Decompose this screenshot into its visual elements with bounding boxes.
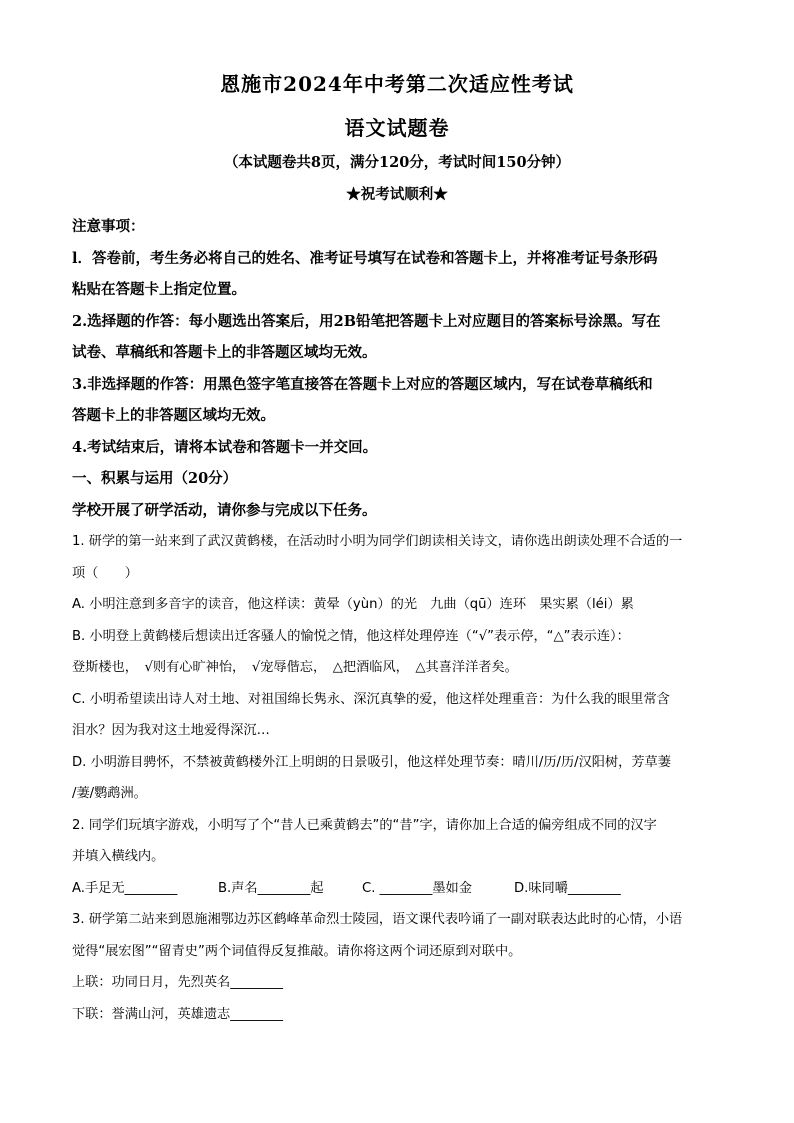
q1-option-c-cont: 泪水？因为我对这土地爱得深沉…	[72, 723, 270, 738]
exam-title: 恩施市2024年中考第二次适应性考试	[220, 72, 574, 96]
exam-info: （本试题卷共8页，满分120分，考试时间150分钟）	[223, 154, 571, 171]
q1-option-d: D. 小明游目骋怀，不禁被黄鹤楼外江上明朗的日景吸引，他这样处理节奏：晴川/历/历/汉阳树，芳草萋	[72, 754, 671, 770]
q1-option-b-cont: 登斯楼也， √则有心旷神怡， √宠辱偕忘， △把酒临风， △其喜洋洋者矣。	[72, 660, 518, 675]
notice-heading: 注意事项：	[72, 218, 145, 235]
q1-line: 项（ ）	[72, 565, 138, 581]
q1-line: 1. 研学的第一站来到了武汉黄鹤楼，在活动时小明为同学们朗读相关诗文，请你选出朗读处理不合适的一	[72, 534, 683, 549]
q3-line: 3. 研学第二站来到恩施湘鄂边苏区鹤峰革命烈士陵园，语文课代表吟诵了一副对联表达此时的心情，小语	[72, 912, 683, 927]
q2-line: 2. 同学们玩填字游戏，小明写了个“昔人已乘黄鹤去”的“昔”字，请你加上合适的偏旁组成不同的汉字	[72, 817, 657, 833]
notice-line: 3.非选择题的作答：用黑色签字笔直接答在答题卡上对应的答题区域内，写在试卷草稿纸和	[72, 375, 653, 393]
q2-option-c: C. ________墨如金	[362, 880, 472, 896]
notice-line: 4.考试结束后，请将本试卷和答题卡一并交回。	[72, 438, 378, 456]
q2-line: 并填入横线内。	[72, 849, 165, 864]
section-intro: 学校开展了研学活动，请你参与完成以下任务。	[72, 501, 377, 519]
section-heading: 一、积累与运用（20分）	[72, 470, 238, 487]
notice-line: 粘贴在答题卡上指定位置。	[72, 281, 246, 298]
q1-option-a: A. 小明注意到多音字的读音，他这样读：黄晕（yùn）的光 九曲（qū）连环 果实累（léi）累	[72, 597, 634, 612]
q1-option-b: B. 小明登上黄鹤楼后想读出迁客骚人的愉悦之情，他这样处理停连（“√”表示停，“△”表示连）：	[72, 628, 630, 644]
q1-option-d-cont: /萋/鹦鹉洲。	[72, 786, 147, 801]
q1-option-c: C. 小明希望读出诗人对土地、对祖国绵长隽永、深沉真挚的爱，他这样处理重音：为什么我的眼里常含	[72, 691, 670, 707]
q2-options	[72, 873, 724, 905]
wish-line: ★祝考试顺利★	[346, 186, 448, 203]
q2-option-d: D.味同嚼________	[514, 880, 621, 896]
q3-lower-couplet: 下联：誉满山河，英雄遗志________	[72, 1006, 283, 1022]
notice-line: 试卷、草稿纸和答题卡上的非答题区域均无效。	[72, 344, 377, 361]
q2-option-a: A.手足无________	[72, 880, 178, 896]
q3-line: 觉得“展宏图”“留青史”两个词值得反复推敲。请你将这两个词还原到对联中。	[72, 943, 522, 959]
q3-upper-couplet: 上联：功同日月，先烈英名________	[72, 975, 283, 990]
q2-option-b: B.声名________起	[218, 880, 324, 896]
notice-line: 答题卡上的非答题区域均无效。	[72, 407, 275, 424]
notice-line: l．答卷前，考生务必将自己的姓名、准考证号填写在试卷和答题卡上，并将准考证号条形码	[72, 249, 658, 267]
subject-title: 语文试题卷	[344, 116, 450, 140]
exam-content	[72, 211, 724, 1030]
notice-line: 2.选择题的作答：每小题选出答案后，用2B铅笔把答题卡上对应题目的答案标号涂黑。写在	[72, 312, 661, 330]
